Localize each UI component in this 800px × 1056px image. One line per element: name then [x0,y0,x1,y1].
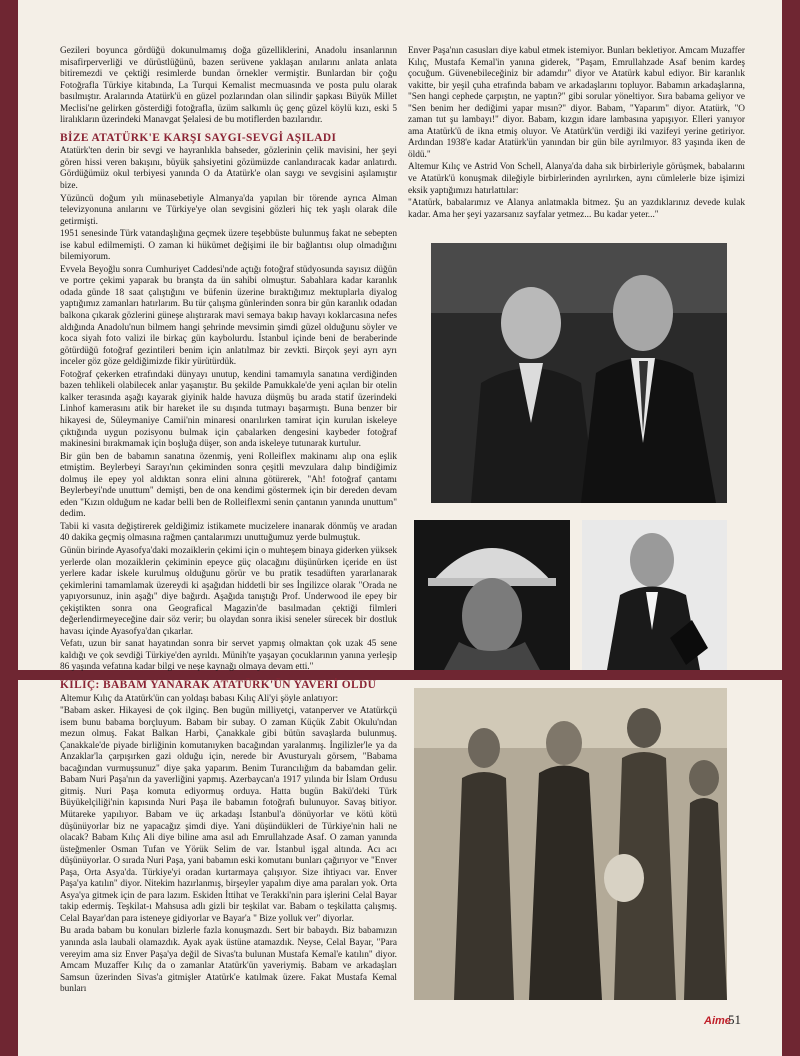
section1-paragraph: Yüzüncü doğum yılı münasebetiyle Almanya'da yapılan bir törende ayrıca Alman televizyonuna anılarını ve Türkiye'ye olan sevgisini gözleri hiç tek yaşlı olarak dile getirmişti. [60,193,397,227]
right-paragraph: Altemur Kılıç ve Astrid Von Schell, Alanya'da daha sık birbirleriyle görüşmek, babalarını ve Atatürk'ü konuşmak dileğiyle birbirlerinden ayrılırken, aynı cümlelerle bize işimizi eksik yaptığımızı hatırlattılar: [408,162,745,196]
section1-paragraph: Günün birinde Ayasofya'daki mozaiklerin çekimi için o muhteşem binaya giderken yüksek yerlerde olan mozaiklerin çekiminin epeyce güç olacağını düşünürken içeride en üst yerlere kadar iskele kurulmuş olduğunu görür ve bu pratik tesadüften yararlanarak çekimlerini tamamlamak üzereydi ki aşağıdan hiddetli bir ses İngilizce olarak "Orada ne yapıyorsunuz, inin aşağı" diye bağırdı. Aşağıda tanıştığı Prof. Underwood ile epey bir çekiştikten sonra ona Geografical Magazin'de basılmadan çektiği filmleri değerlendirmeyeceğine dair söz verir; bu olaydan sonra ikisi seneler sürecek bir dostluk havası içinde Ayasofya'dan çıkarlar. [60,545,397,637]
photo-two-men-suits [431,243,727,503]
section2-paragraph: Bu arada babam bu konuları bizlerle fazla konuşmazdı. Sert bir babaydı. Biz babamızın yanında asla laubali olamazdık. Ayak ayak üstüne atamazdık. Neyse, Celal Bayar, "Para vereyim ama siz Enver Paşa'ya değil de Sivas'ta bulunan Mustafa Kemal'e katılın" diyor. Amcam Muzaffer Kılıç da o zamanlar Atatürk'ün yaveriymiş. Babam ve arkadaşları Samsun üzerinden Sivas'a gitmişler Atatürk'e katılmak üzere. Fakat Mustafa Kemal bunları [60,926,397,995]
photo-group-ataturk [414,688,727,1000]
section1-paragraph: Fotoğraf çekerken etrafındaki dünyayı unutup, kendini tamamıyla sanatına verdiğinden bazen tehlikeli olabilecek anlar yaşanıştır. Bu şekilde Pamukkale'de yeni açılan bir otelin kalker terasında aşağı kayarak giyinik halde havuza düşmüş bu arada statif üzerindeki Linhof kamerasını atik bir hareket ile su dışında tutmayı başarmıştı. Buna benzer bir hikayesi de, Süleymaniye Camii'nin minaresi onarılırken tamirat için kurulan iskeleye çıktığında uygun pozisyonu bulmak için çabalarken dengesini kaybeder fotoğraf makinesini bırakmamak için boşluğa düşer, son anda iskeleye tutunarak kurtulur. [60,369,397,450]
section-heading-saygi: BİZE ATATÜRK'E KARŞI SAYGI-SEVGİ AŞILADI [60,131,337,144]
section1-paragraph: 1951 senesinde Türk vatandaşlığına geçmek üzere teşebbüste bulunmuş fakat ne sebepten ise kabul edilmemişti. O zaman ki hükümet değişimi ile bir bağlantısı olup olmadığını bilemiyorum. [60,229,397,263]
section-heading-kilic: KILIÇ: BABAM YANARAK ATATÜRK'ÜN YAVERİ OLDU [60,678,377,691]
section2-paragraph: "Babam asker. Hikayesi de çok ilginç. Ben bugün milliyetçi, vatanperver ve Atatürkçü isem bunu babama borçluyum. Babam bir subay. O zaman Küçük Zabit Okulu'ndan mezun olmuş. Fakat Balkan Harbi, Çanakkale gibi bütün savaşlarda bulunmuş. Çanakkale'de piyade birliğinin komutanıyken bacağından yaralanmış. İngilizler'le ya da Anzaklar'la çarpışırken gazi olduğu için, nerede bir Avusturyalı görsem, "Babama bacağından vurmuşsunuz" diye şaka yaparım. Benim Turancılığım da babamdan gelir. Babam Nuri Paşa'nın da yaverliğini yapmış. Azerbaycan'a 1917 yılında bir İslam Ordusu gitmiş. Nuri Paşa komuta ediyormuş orduya. Hatta bugün Bakü'deki Türk Büyükelçiliği'nin kapısında Nuri Paşa ile babamın fotoğrafı bulunuyor. Savaş bitiyor. Mütareke yapılıyor. Babam ve üç arkadaşı İstanbul'a dönüyorlar ve kötü kötü düşünüyorlar biz ne yapacağız şimdi diye. Yani düşündükleri de Türkiye'nin hali ne olacak? Babam Kılıç Ali diye biline ama asıl adı Emrullahzade Asaf. O zaman yanında üsteğmenler Osman Tufan ve Yörük Selim de var. İstanbul işgal altında. Acı acı düşünüyorlar. O sırada Nuri Paşa, yani babamın eski komutanı bunları çağırıyor ve "Enver Paşa, Orta Asya'da. Türkiye'yi oradan kurtarmaya çalışıyor. Size ihtiyacı var. Enver Paşa'ya katılın" diyor. Nitekim hazırlanmış, birşeyler yapalım diye ama paraları yok. Orta Asya'ya gitmek için de para lazım. Eskiden İttihat ve Terakki'nin para işlerini Celal Bayar takip edermiş. Teşkilat-ı Mahsusa adlı gizli bir teşkilat var. Babam o teşkilatta çalışmış. Celal Bayar'dan para isteneye gidiyorlar ve Bayar'a " Bize yolluk ver" diyorlar. [60,706,397,924]
page-frame-left [0,0,18,1056]
article-left-column [60,46,397,997]
section1-paragraph: Vefatı, uzun bir sanat hayatından sonra bir servet yapmış olmaktan çok uzak 45 sene kaldığı ve çok sevdiği Türkiye'den ayrıldı. Münih'te yaşayan çocuklarının yanına yerleşip 86 yaşında vefatına kadar bilgi ve neşe kaynağı olmaya devam etti." [60,639,397,673]
section1-paragraph: Tabii ki vasıta değiştirerek geldiğimiz istikamete mucizelere inanarak dönmüş ve aradan 40 dakika geçmiş olmasına rağmen çantalarımızı unuttuğumuz yerde bulmuştuk. [60,521,397,544]
page-number: 51 [728,1012,741,1027]
magazine-logo: Aime [704,1015,731,1027]
section2-paragraph: Altemur Kılıç da Atatürk'ün can yoldaşı babası Kılıç Ali'yi şöyle anlatıyor: [60,693,339,704]
photo-man-pith-helmet [414,520,570,670]
section1-paragraph: Evvela Beyoğlu sonra Cumhuriyet Caddesi'nde açtığı fotoğraf stüdyosunda sayısız düğün ve portre çekimi yaparak bu branşta da ün sahibi olmuştur. Sabahlara kadar karanlık odada günde 18 saat çalıştığını ve büfenin üzerine bıraktığımız mektuplarla diyalog yaptığımız zamanları hatırlarım. Bu tür çalışma günlerinden sonra bir gün karanlık odadan balkona çıkarak gözlerini güneşe alıştırarak mavi semaya bakıp havayı koklarcasına nefes aldığında Anadolu'nun bilmem hangi şehrinde mevsimin şimdi güzel olduğunu söyler ve koca siyah foto valizi ile birkaç gün kaybolurdu. İstanbul içinde beni de beraberinde götürdüğü fotoğraf gezintileri benim için anlatılmaz bir zevkti. Birçok şeyi ayrı ayrı inceler göz göze geldiğimizde fikir yürütürdük. [60,264,397,368]
intro-paragraph: Gezileri boyunca gördüğü dokunulmamış doğa güzelliklerini, Anadolu insanlarının misafirperverliği ve dürüstlüğünü, bazen serüvene yaklaşan anılarını anlata anlata bitiremezdi ve çektiği resimlerde bundan örnekler vermiştir. Bunlardan bir çoğu Fotoğrafla Türkiye kitabında, La Turqui Kemalist mecmuasında ve posta pulu olarak basılmıştır. Aralarında Atatürk'ü en güzel pozlarından olan silindir şapkası Büyük Millet Meclisi'ne gelirken gösterdiği fotoğrafla, üzüm salkımlı üç genç güzel köylü kızı, eski 5 liralıkların üzerindeki Manavgat Şelalesi de bu motiflerden bazılarıdır. [60,46,397,126]
right-paragraph: Enver Paşa'nın casusları diye kabul etmek istemiyor. Bunları bekletiyor. Amcam Muzaffer Kılıç, Mustafa Kemal'in yanına giderek, "Paşam, Emrullahzade Asaf benim kardeş çocuğum. Güvenebileceğiniz bir adamdır" diyor ve Atatürk kabul ediyor. Bir karanlık vakitte, bir yeşil çuha etrafında babam ve arkadaşlarını topluyor. Babamın arkadaşlarına, "Sen hangi cephede çarpıştın, ne yaptın?" gibi sorular yöneltiyor. Sıra babama geliyor ve "Sen benim her dediğimi yapar mısın?" diyor. Babam, "Yaparım" diyor. Atatürk, "O zaman tut şu lambayı!" diyor. Babam, kızgın idare lambasına yapışıyor. Elleri yanıyor ama Atatürk'ü de ikna etmiş oluyor. Ve Atatürk'ün verdiği iki vazifeyi yerine getiriyor. Ardından 1938'e kadar Atatürk'ün yanından bir gün bile ayrılmıyor. 83 yaşında iken de öldü." [408,46,745,160]
section1-paragraph: Bir gün ben de babamın sanatına özenmiş, yeni Rolleiflex makinamı alıp ona eşlik etmiştim. Beylerbeyi Sarayı'nın çekiminden sonra çeşitli mevzulara dalıp bindiğimiz dolmuş ile epey yol aldıktan sonra elini alnına götürerek, "Ah! fotoğraf çantamı Beylerbeyi'nde unuttum" demişti, ben de ona kendimi göstermek için bir dereden devam eden "Kızın olduğum ne kadar belli ben de Rolleiflexmi senin çantanın yanında unuttum" dedim. [60,451,397,520]
page-frame-right [782,0,800,1056]
section1-paragraph: Atatürk'ten derin bir sevgi ve hayranlıkla bahseder, gözlerinin çelik mavisini, her şeyi gören hissi veren bakışını, büyük şahsiyetini gözümüzde canlandıracak kadar anlatırdı. Gördüğümüz okul terbiyesi yanında O da Atatürk'e olan saygı ve sevgisini aşılamıştır bize. [60,146,397,192]
right-paragraph: "Atatürk, babalarımız ve Alanya anlatmakla bitmez. Şu an yazdıklarınız devede kulak kadar. Ama her şeyi yazarsanız sayfalar yetmez... Bu kadar yeter..." [408,198,745,220]
article-right-column [408,46,745,222]
photo-ataturk-top-hat [582,520,727,670]
